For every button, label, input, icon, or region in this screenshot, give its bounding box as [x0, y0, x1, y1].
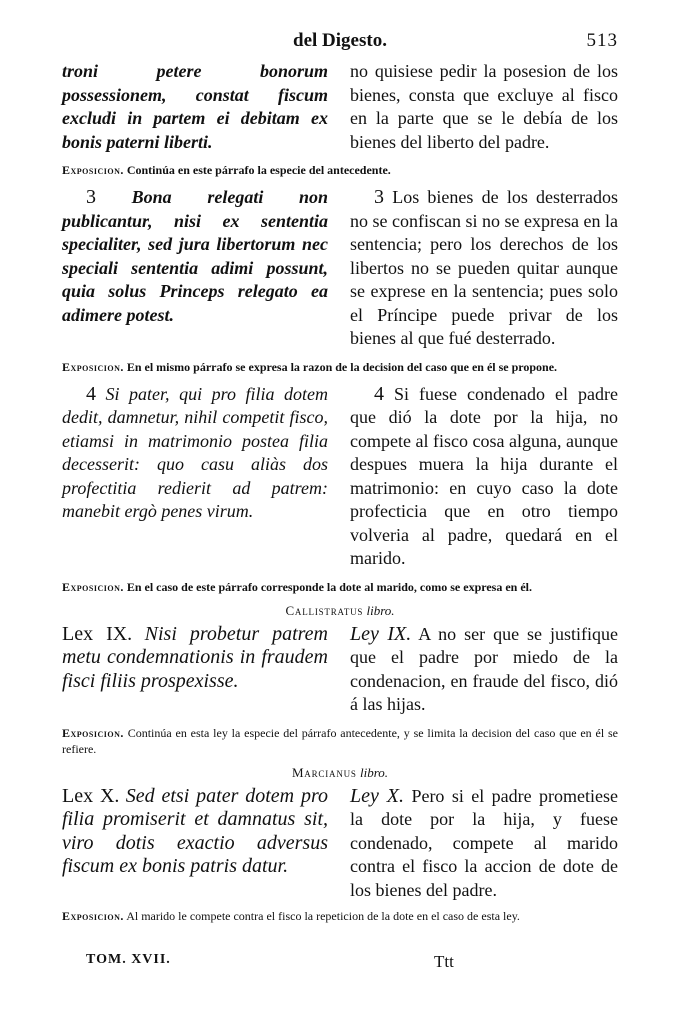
author-heading	[62, 765, 618, 781]
exposicion-label: Exposicion.	[62, 163, 124, 177]
exposicion-text: En el mismo párrafo se expresa la razon de la decision del caso que en él se propone.	[126, 359, 558, 374]
lex-pair-9	[62, 623, 618, 717]
latin-paragraph-3	[62, 186, 328, 351]
spanish-ley-9	[350, 623, 618, 717]
ley-label: Ley IX.	[350, 622, 412, 645]
spanish-text: Los bienes de los desterrados no se confiscan si no se expresa en la sentencia; pero los derechos de los libertos no se pueden quitar aunque se exprese en la sentencia; pues solo el Príncipe puede privar de los bienes al que fué desterrado.	[350, 187, 619, 348]
author-liber: libro.	[366, 602, 395, 618]
page-header	[62, 28, 618, 60]
spanish-ley-10	[350, 785, 618, 903]
exposicion-note	[62, 359, 618, 375]
page-footer	[0, 952, 682, 976]
page-number: 513	[586, 30, 618, 51]
exposicion-text: Al marido le compete contra el fisco la repeticion de la dote en el caso de esta ley.	[126, 909, 520, 923]
exposicion-note	[62, 162, 618, 178]
exposicion-note	[62, 579, 618, 595]
lex-label: Lex X.	[62, 784, 120, 807]
latin-text: Nisi probetur patrem metu condemnationis in fraudem fisci filiis prospexisse.	[62, 622, 328, 692]
spanish-paragraph-4	[350, 383, 618, 571]
latin-paragraph-4	[62, 383, 328, 571]
tome-number: TOM. XVII.	[86, 952, 171, 967]
exposicion-label: Exposicion.	[62, 579, 124, 594]
paragraph-pair-4	[62, 383, 618, 571]
author-heading	[62, 603, 618, 619]
exposicion-label: Exposicion.	[62, 359, 124, 374]
spanish-text: Pero si el padre prometiese la dote por la hija, y fuese condenado, compete al marido contra el fisco la accion de dote de los bienes del padre.	[350, 785, 619, 900]
latin-text: Si pater, qui pro filia dotem dedit, damnetur, nihil competit fisco, etiamsi in matrimonio postea filia decesserit: quo casu aliàs dos profectitia redierit ad patrem: manebit ergò penes virum.	[62, 383, 328, 521]
spanish-text: A no ser que se justifique que el padre por miedo de la condenacion, en fraude del fisco, dió á las hijas.	[350, 623, 618, 714]
paragraph-number: 4	[374, 382, 384, 405]
paragraph-number: 3	[374, 186, 384, 208]
spanish-text: Si fuese condenado el padre que dió la dote por la hija, no compete al fisco cosa alguna, aunque despues muera la hija durante el matrimonio: en cuyo caso la dote profecticia que en otro tiempo volveria al padre, quedará en el marido.	[350, 383, 618, 568]
author-name: Callistratus	[285, 602, 364, 618]
exposicion-label: Exposicion.	[62, 909, 124, 923]
signature-mark: Ttt	[434, 952, 454, 971]
exposicion-text: En el caso de este párrafo corresponde la dote al marido, como se expresa en él.	[126, 579, 533, 594]
ley-label: Ley X.	[350, 784, 405, 807]
exposicion-note	[62, 725, 618, 757]
paragraph-pair-continuation	[62, 60, 618, 154]
lex-pair-10	[62, 785, 618, 903]
exposicion-note	[62, 908, 618, 924]
paragraph-pair-3	[62, 186, 618, 351]
latin-text: Sed etsi pater dotem pro filia promiserit et damnatus sit, viro dotis exactio adversus fiscum ex bonis patris datur.	[62, 784, 328, 877]
latin-text: troni petere bonorum possessionem, constat fiscum excludi in partem ei debitam ex bonis paterni liberti.	[62, 61, 328, 152]
latin-lex-10	[62, 785, 328, 903]
exposicion-text: Continúa en este párrafo la especie del antecedente.	[126, 163, 391, 177]
paragraph-number: 3	[86, 186, 96, 208]
author-name: Marcianus	[291, 764, 357, 780]
latin-lex-9	[62, 623, 328, 717]
page	[62, 28, 618, 932]
spanish-text: no quisiese pedir la posesion de los bienes, consta que excluye al fisco en la parte que se le debía de los bienes del liberto del padre.	[350, 61, 618, 152]
running-title: del Digesto.	[293, 30, 387, 51]
latin-text: Bona relegati non publicantur, nisi ex sententia specialiter, sed jura libertorum nec speciali sententia adimi possunt, quia solus Princeps relegato ea adimere potest.	[62, 187, 328, 325]
paragraph-number: 4	[86, 382, 96, 405]
exposicion-label: Exposicion.	[62, 725, 124, 740]
spanish-paragraph-3	[350, 186, 618, 351]
lex-label: Lex IX.	[62, 622, 133, 645]
exposicion-text: Continúa en esta ley la especie del párrafo antecedente, y se limita la decision del caso que en él se refiere.	[62, 725, 619, 756]
author-liber: libro.	[359, 764, 389, 780]
